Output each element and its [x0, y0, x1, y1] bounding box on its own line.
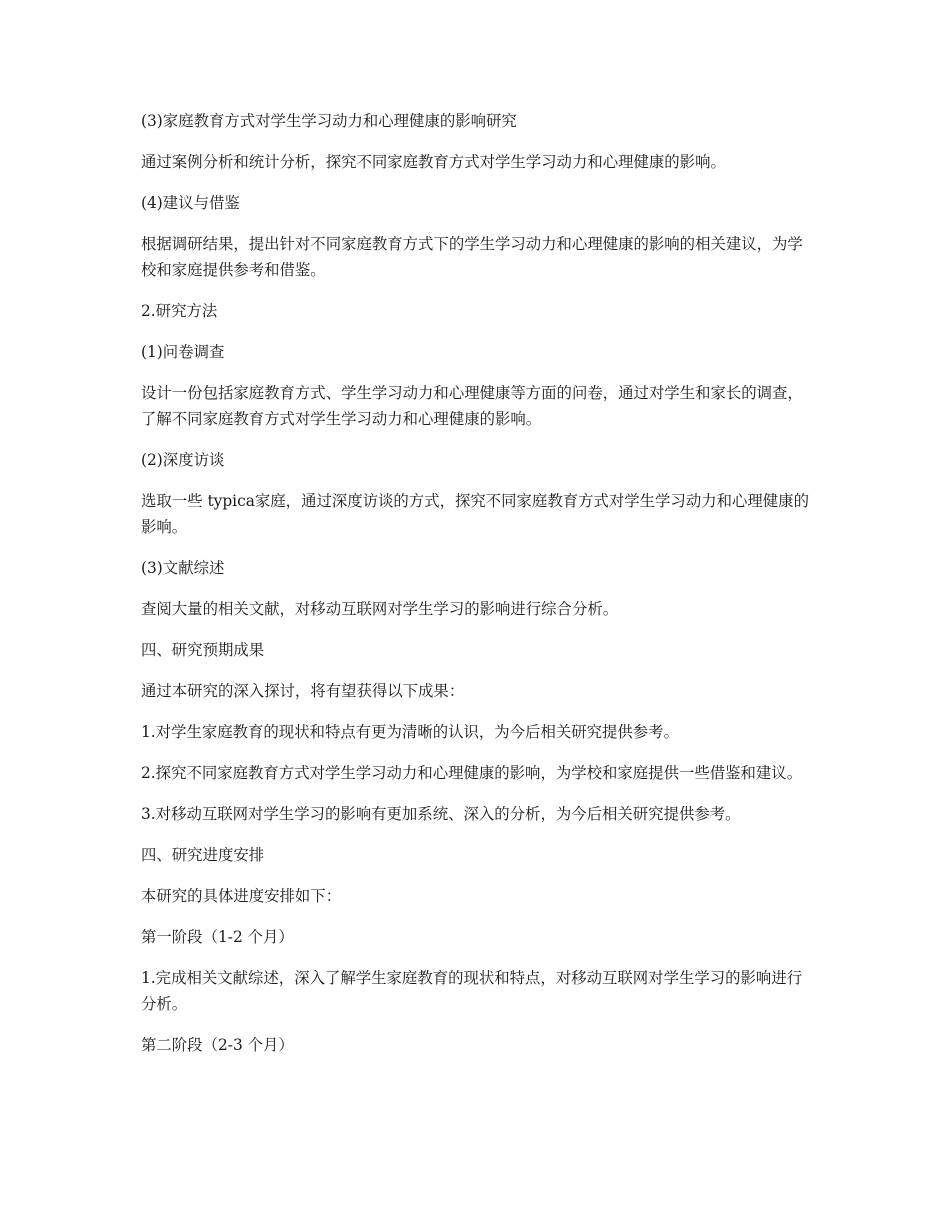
paragraph-expected-results-intro: 通过本研究的深入探讨，将有望获得以下成果： — [141, 682, 465, 700]
paragraph-item-4-heading: (4)建议与借鉴 — [141, 194, 240, 212]
paragraph-questionnaire-heading: (1)问卷调查 — [141, 343, 225, 361]
paragraph-schedule-intro: 本研究的具体进度安排如下： — [141, 887, 342, 905]
document-body — [141, 108, 811, 1073]
paragraph-questionnaire: 设计一份包括家庭教育方式、学生学习动力和心理健康等方面的问卷，通过对学生和家长的调查，了解不同家庭教育方式对学生学习动力和心理健康的影响。 — [141, 384, 803, 428]
paragraph-expected-result-2: 2.探究不同家庭教育方式对学生学习动力和心理健康的影响，为学校和家庭提供一些借鉴和建议。 — [141, 764, 803, 782]
paragraph-phase-2-heading: 第二阶段（2-3 个月） — [141, 1036, 294, 1054]
paragraph-literature-heading: (3)文献综述 — [141, 559, 225, 577]
paragraph-item-3-heading: (3)家庭教育方式对学生学习动力和心理健康的影响研究 — [141, 112, 517, 130]
paragraph-interview-heading: (2)深度访谈 — [141, 451, 225, 469]
section-schedule-heading: 四、研究进度安排 — [141, 846, 265, 864]
paragraph-phase-1-heading: 第一阶段（1-2 个月） — [141, 928, 294, 946]
paragraph-suggestions: 根据调研结果，提出针对不同家庭教育方式下的学生学习动力和心理健康的影响的相关建议，为学校和家庭提供参考和借鉴。 — [141, 235, 803, 279]
paragraph-case-analysis: 通过案例分析和统计分析，探究不同家庭教育方式对学生学习动力和心理健康的影响。 — [141, 153, 726, 171]
paragraph-expected-result-1: 1.对学生家庭教育的现状和特点有更为清晰的认识，为今后相关研究提供参考。 — [141, 723, 679, 741]
paragraph-phase-1-task: 1.完成相关文献综述，深入了解学生家庭教育的现状和特点，对移动互联网对学生学习的影响进行分析。 — [141, 969, 803, 1013]
section-expected-results-heading: 四、研究预期成果 — [141, 641, 265, 659]
paragraph-interview: 选取一些 typica家庭，通过深度访谈的方式，探究不同家庭教育方式对学生学习动力和心理健康的影响。 — [141, 492, 809, 536]
paragraph-literature: 查阅大量的相关文献，对移动互联网对学生学习的影响进行综合分析。 — [141, 600, 619, 618]
section-research-methods-heading: 2.研究方法 — [141, 302, 218, 320]
paragraph-expected-result-3: 3.对移动互联网对学生学习的影响有更加系统、深入的分析，为今后相关研究提供参考。 — [141, 805, 741, 823]
